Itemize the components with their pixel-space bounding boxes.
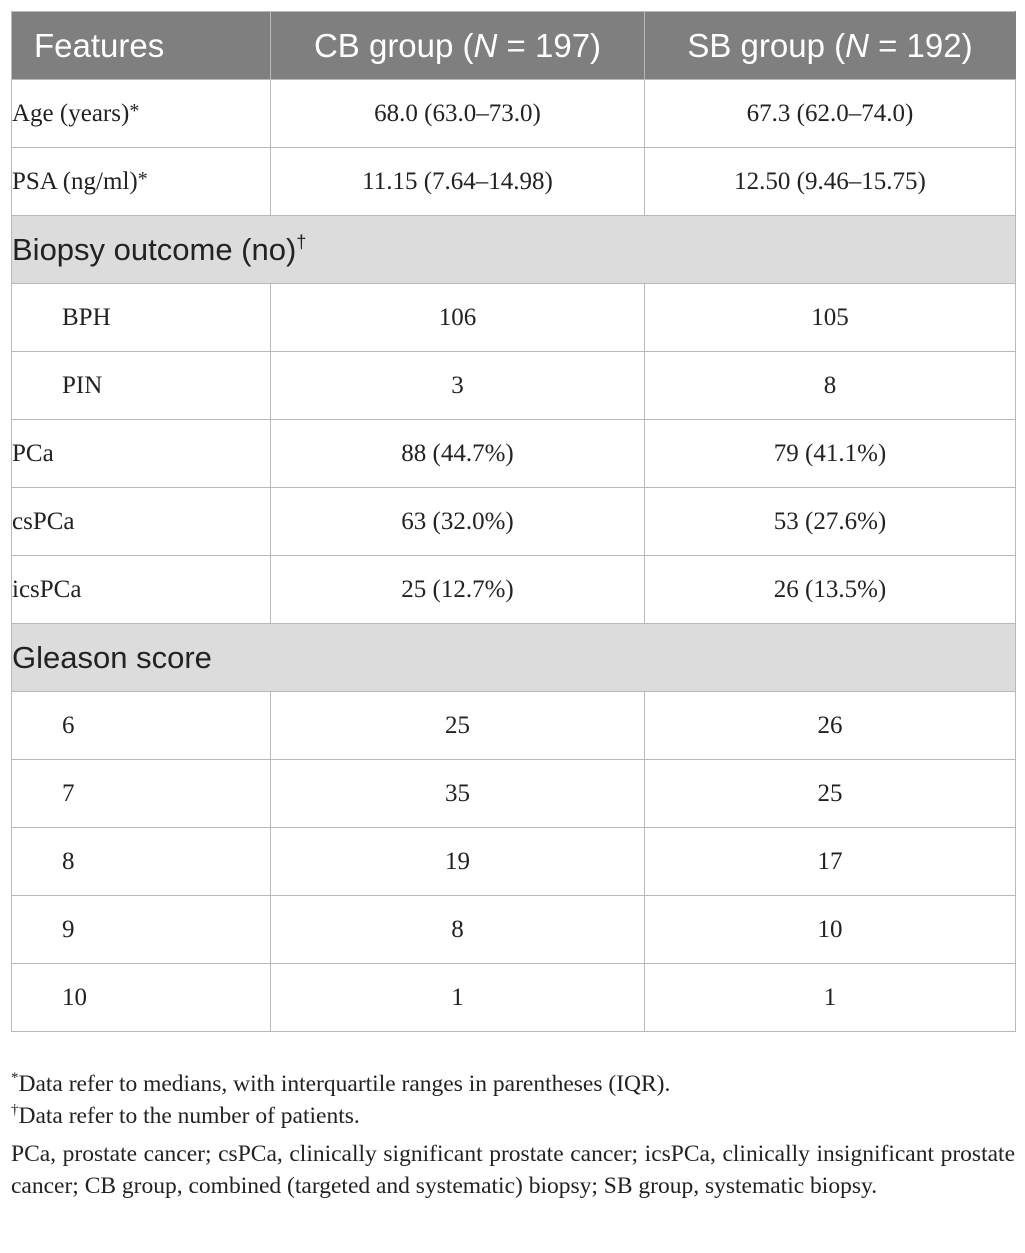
footnote-abbreviations: PCa, prostate cancer; csPCa, clinically significant prostate cancer; icsPCa, clinically insignificant prostate cancer; CB group, combined (targeted and systematic) biopsy; SB group, systematic biopsy.: [11, 1141, 1015, 1199]
row-label: PIN: [12, 352, 271, 420]
table-row: [12, 896, 1016, 964]
table-row: [12, 420, 1016, 488]
sb-value: 105: [645, 284, 1016, 352]
header-row: [12, 12, 1016, 80]
row-label: Age (years)*: [12, 80, 271, 148]
header-sb-prefix: SB group (: [687, 26, 846, 64]
sb-value: 12.50 (9.46–15.75): [645, 148, 1016, 216]
header-cb-prefix: CB group (: [313, 26, 474, 64]
cb-value: 1: [271, 964, 645, 1032]
section-title: Biopsy outcome (no)†: [12, 216, 1016, 284]
sb-value: 25: [645, 760, 1016, 828]
table-row: [12, 964, 1016, 1032]
sb-value: 1: [645, 964, 1016, 1032]
table-row: [12, 80, 1016, 148]
cb-value: 88 (44.7%): [271, 420, 645, 488]
asterisk-mark: *: [137, 167, 148, 190]
sb-value: 17: [645, 828, 1016, 896]
section-title: Gleason score: [12, 624, 1016, 692]
header-sb-group: [645, 12, 1016, 80]
cb-value: 8: [271, 896, 645, 964]
cb-value: 63 (32.0%): [271, 488, 645, 556]
section-row-biopsy: [12, 216, 1016, 284]
dagger-mark: †: [11, 1102, 19, 1118]
sb-value: 8: [645, 352, 1016, 420]
cb-value: 106: [271, 284, 645, 352]
cb-value: 25: [271, 692, 645, 760]
header-sb-n: N: [845, 26, 869, 64]
cb-value: 68.0 (63.0–73.0): [271, 80, 645, 148]
footnote-medians: *Data refer to medians, with interquartile ranges in parentheses (IQR).: [11, 1070, 671, 1097]
table-row: [12, 148, 1016, 216]
cb-value: 35: [271, 760, 645, 828]
table-row: [12, 692, 1016, 760]
table-row: [12, 556, 1016, 624]
table-row: [12, 828, 1016, 896]
header-cb-group: [271, 12, 645, 80]
data-table: [11, 11, 1016, 1032]
header-features: Features: [12, 12, 271, 80]
sb-value: 53 (27.6%): [645, 488, 1016, 556]
row-label: icsPCa: [12, 556, 271, 624]
table-row: [12, 488, 1016, 556]
row-label: 9: [12, 896, 271, 964]
row-label: 7: [12, 760, 271, 828]
sb-value: 26: [645, 692, 1016, 760]
header-sb-suffix: = 192): [868, 26, 973, 64]
cb-value: 19: [271, 828, 645, 896]
footnote-patients: †Data refer to the number of patients.: [11, 1102, 360, 1129]
row-label: 6: [12, 692, 271, 760]
sb-value: 67.3 (62.0–74.0): [645, 80, 1016, 148]
header-cb-n: N: [473, 26, 498, 64]
cb-value: 11.15 (7.64–14.98): [271, 148, 645, 216]
table-row: [12, 352, 1016, 420]
cb-value: 3: [271, 352, 645, 420]
row-label: 8: [12, 828, 271, 896]
row-label: csPCa: [12, 488, 271, 556]
sb-value: 79 (41.1%): [645, 420, 1016, 488]
asterisk-mark: *: [129, 99, 140, 122]
row-label: BPH: [12, 284, 271, 352]
row-label: 10: [12, 964, 271, 1032]
dagger-mark: †: [296, 231, 307, 252]
asterisk-mark: *: [11, 1070, 19, 1086]
row-label: PSA (ng/ml)*: [12, 148, 271, 216]
section-row-gleason: [12, 624, 1016, 692]
sb-value: 10: [645, 896, 1016, 964]
table-row: [12, 760, 1016, 828]
sb-value: 26 (13.5%): [645, 556, 1016, 624]
table-footnotes: [11, 1068, 1015, 1202]
cb-value: 25 (12.7%): [271, 556, 645, 624]
header-cb-suffix: = 197): [497, 26, 602, 64]
table-row: [12, 284, 1016, 352]
row-label: PCa: [12, 420, 271, 488]
